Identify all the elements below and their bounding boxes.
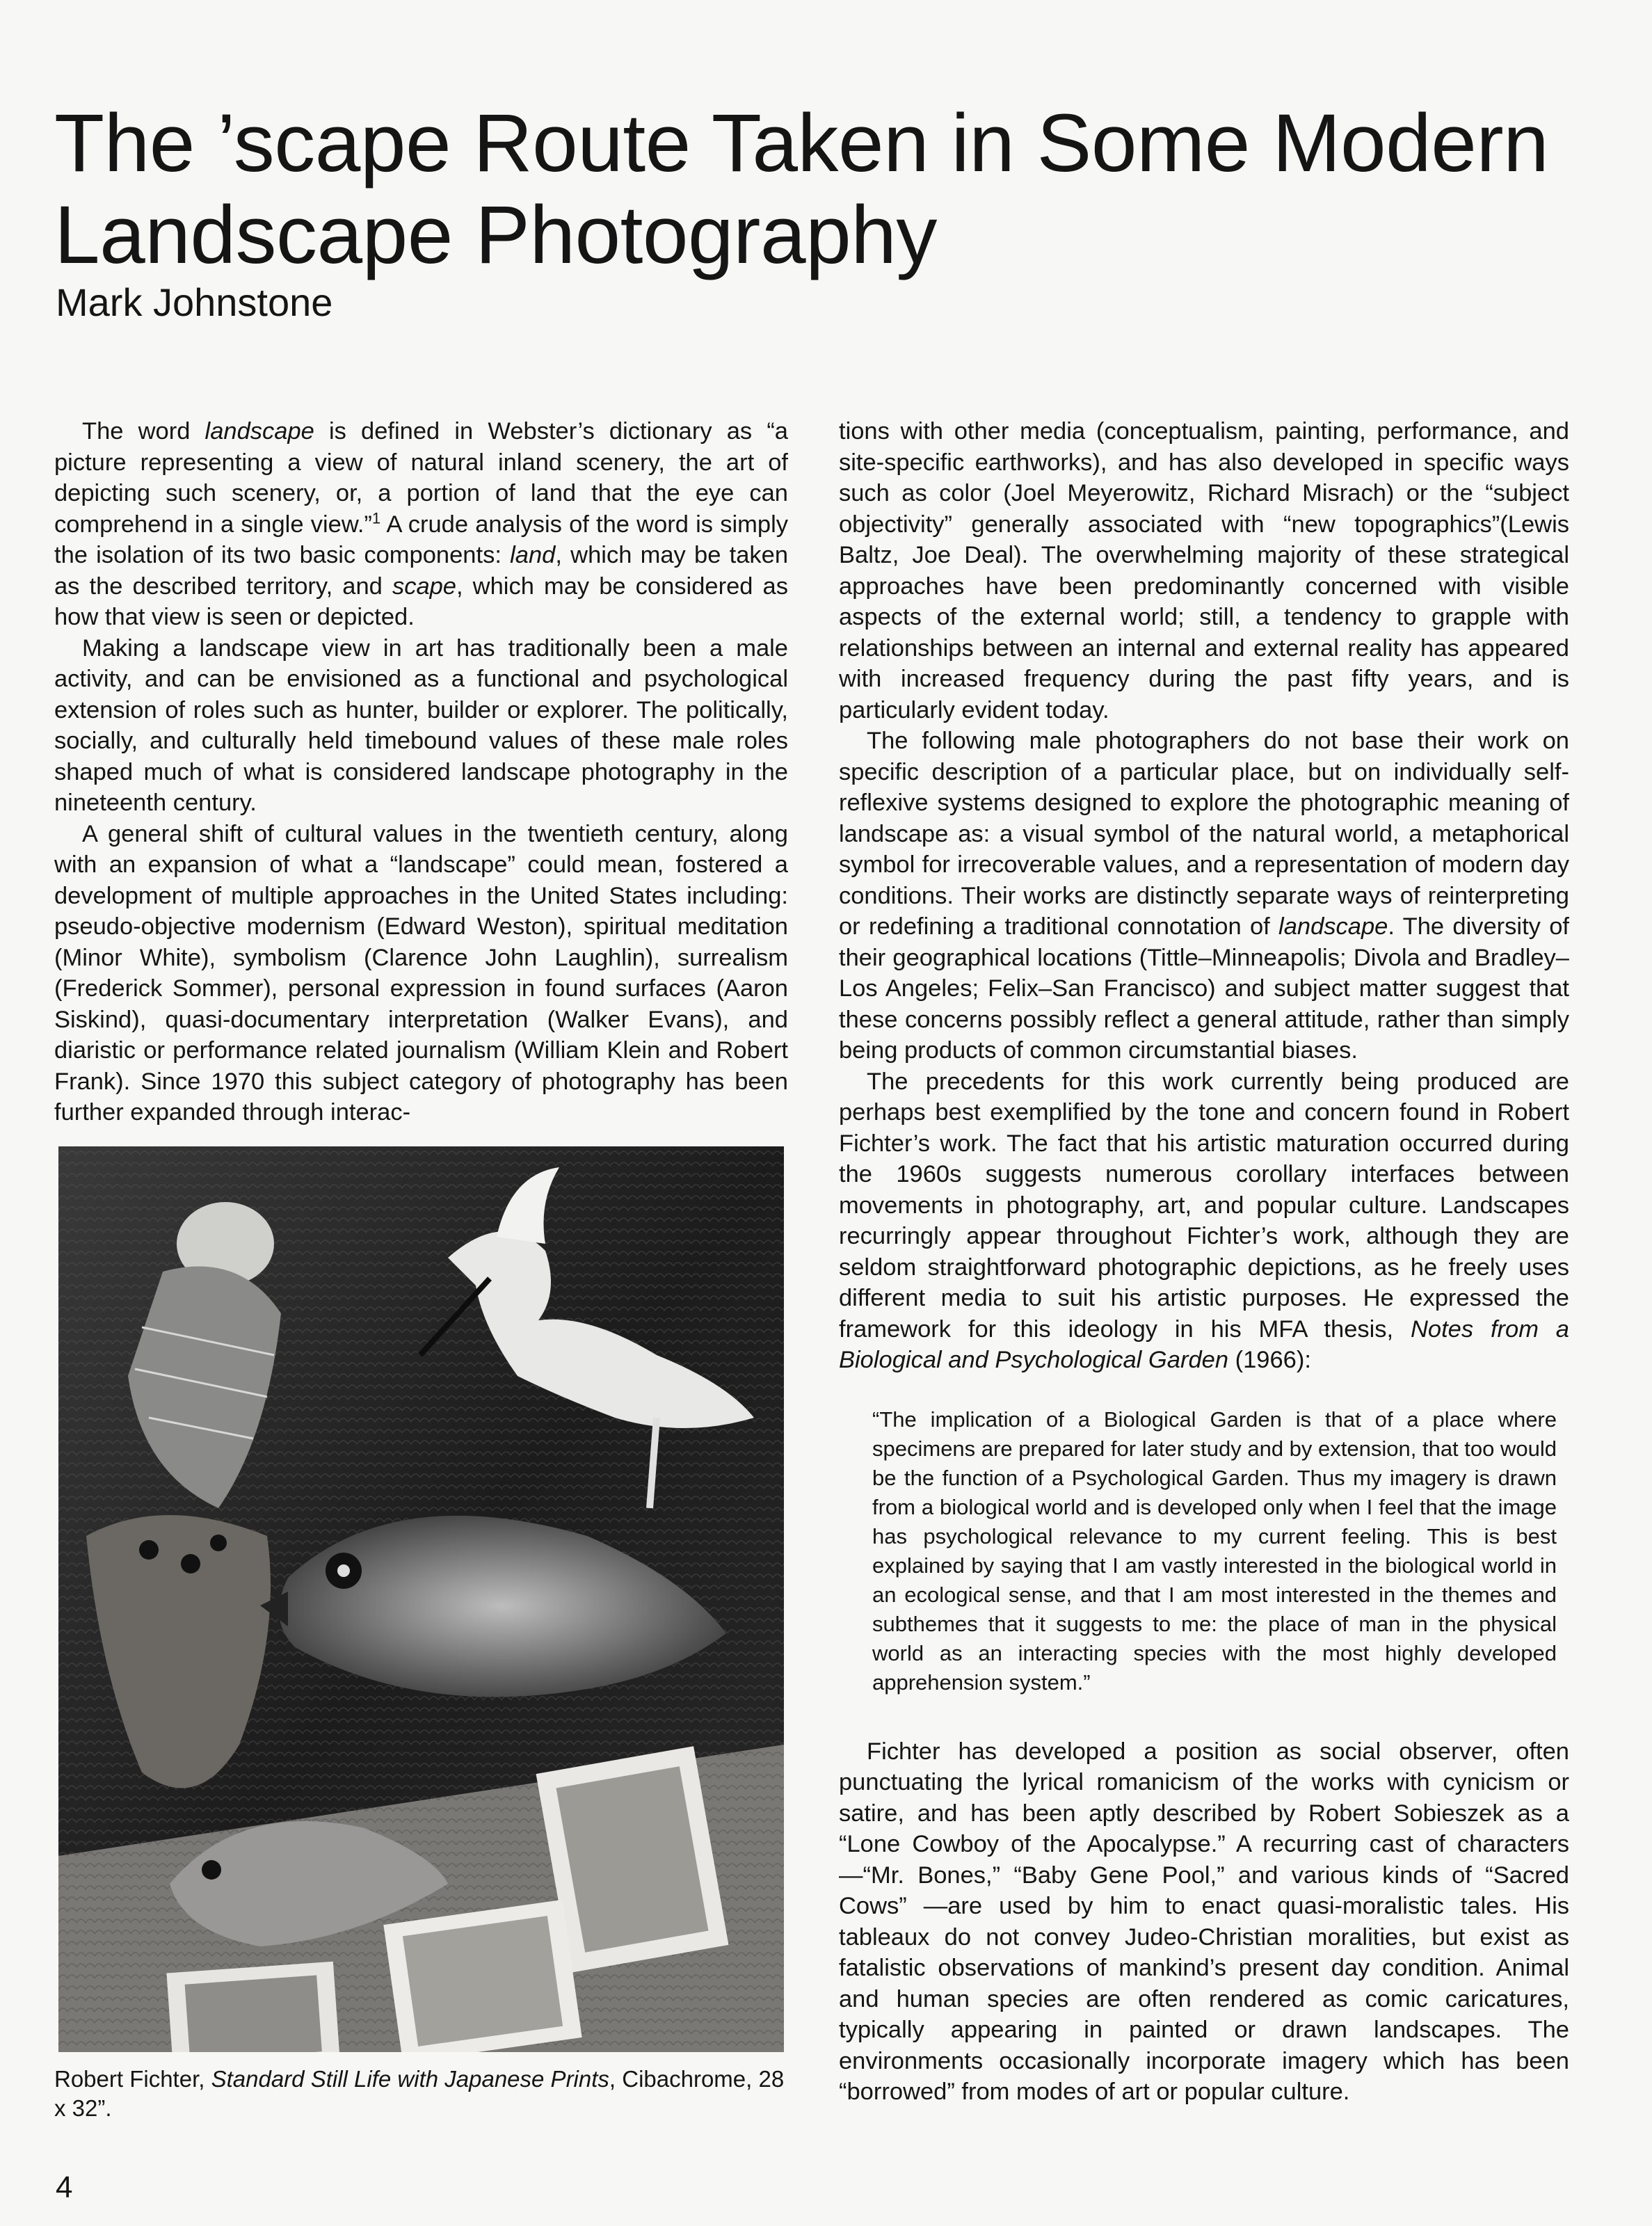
footnote-ref: 1 [371, 509, 381, 527]
block-quote: “The implication of a Biological Garden is that of a place where specimens are prepared for later study and by extension, that too would be the function of a Psychological Garden. Thus my imagery is drawn from a biological world and is developed only when I feel that the image has psychological relevance to my current feeling. This is best explained by saying that I am vastly interested in the biological world in an ecological sense, and that I am most interested in the themes and subthemes that it suggests to me: the place of man in the physical world as an interacting species with the most highly developed apprehension system.” [872, 1407, 1557, 1695]
article-title: The ’scape Route Taken in Some Modern Landscape Photography [54, 97, 1549, 281]
figure-caption: Robert Fichter, Standard Still Life with Japanese Prints, Cibachrome, 28 x 32”. [54, 2066, 785, 2121]
left-column [54, 416, 788, 1128]
paragraph: Fichter has developed a position as social observer, often punctuating the lyrical romanicism of the works with cynicism or satire, and has been aptly described by Robert Sobieszek as a “Lone Cowboy of the Apocalypse.” A recurring cast of characters—“Mr. Bones,” “Baby Gene Pool,” and various kinds of “Sacred Cows” —are used by him to enact quasi-moralistic tales. His tableaux do not convey Judeo-Christian moralities, but exist as fatalistic observations of mankind’s present day condition. Animal and human species are often rendered as comic caricatures, typically appearing in painted or drawn landscapes. The environments occasionally incorporate imagery which has been “borrowed” from modes of art or popular culture. [839, 1738, 1569, 2105]
page-number: 4 [56, 2170, 73, 2204]
paragraph: The word landscape is defined in Webster’s dictionary as “a picture representing a view of natural inland scenery, the art of depicting such scenery, or, a portion of land that the eye can comprehend in a single view.”$^1$ A crude analysis of the word is simply the isolation of its two basic components: land, which may be taken as the described territory, and scape, which may be considered as how that view is seen or depicted. [54, 418, 789, 630]
author-name: Mark Johnstone [56, 280, 333, 324]
paragraph: A general shift of cultural values in the twentieth century, along with an expansion of what a “landscape” could mean, fostered a development of multiple approaches in the United States including: pseudo-objective modernism (Edward Weston), spiritual meditation (Minor White), symbolism (Clarence John Laughlin), surrealism (Frederick Sommer), personal expression in found surfaces (Aaron Siskind), quasi-documentary interpretation (Walker Evans), and diaristic or performance related journalism (William Klein and Robert Frank). Since 1970 this subject category of photography has been further expanded through interac- [54, 820, 788, 1126]
figure-photograph [58, 1146, 784, 2052]
paragraph: Making a landscape view in art has traditionally been a male activity, and can be envisioned as a functional and psychological extension of roles such as hunter, builder or explorer. The politically, socially, and culturally held timebound values of these male roles shaped much of what is considered landscape photography in the nineteenth century. [54, 634, 788, 816]
paragraph: The precedents for this work currently being produced are perhaps best exemplified by the tone and concern found in Robert Fichter’s work. The fact that his artistic maturation occurred during the 1960s suggests numerous corollary interfaces between movements in photography, art, and popular culture. Landscapes recurringly appear throughout Fichter’s work, although they are seldom straightforward photographic depictions, as he freely uses different media to suit his artistic purposes. He expressed the framework for this ideology in his MFA thesis, Notes from a Biological and Psychological Garden (1966): [839, 1068, 1569, 1373]
right-column [839, 416, 1569, 2108]
paragraph: The following male photographers do not base their work on specific description of a particular place, but on individually self-reflexive systems designed to explore the photographic meaning of landscape as: a visual symbol of the natural world, a metaphorical symbol for irrecoverable values, and a representation of modern day conditions. Their works are distinctly separate ways of reinterpreting or redefining a traditional connotation of landscape. The diversity of their geographical locations (Tittle–Minneapolis; Divola and Bradley–Los Angeles; Felix–San Francisco) and subject matter suggest that these concerns possibly reflect a general attitude, rather than simply being products of common circumstantial biases. [839, 728, 1569, 1064]
paragraph: tions with other media (conceptualism, painting, performance, and site-specific earthworks), and has also developed in specific ways such as color (Joel Meyerowitz, Richard Misrach) or the “subject objectivity” generally associated with “new topographics”(Lewis Baltz, Joe Deal). The overwhelming majority of these strategical approaches have been predominantly concerned with visible aspects of the external world; still, a tendency to grapple with relationships between an internal and external reality has appeared with increased frequency during the past fifty years, and is particularly evident today. [839, 418, 1569, 723]
